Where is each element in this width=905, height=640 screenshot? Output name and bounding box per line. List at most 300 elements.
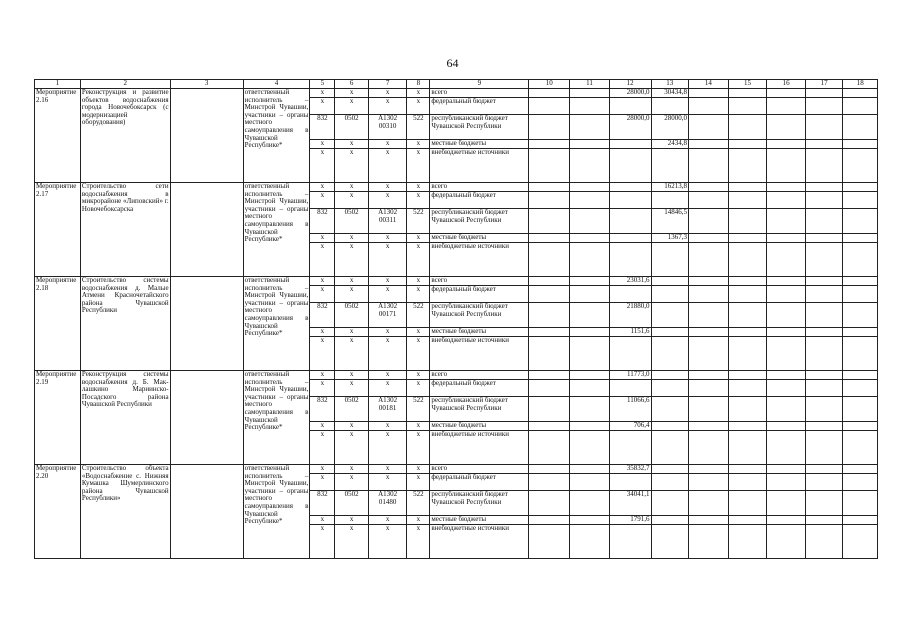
year-cell	[689, 328, 729, 337]
amount-col13	[651, 371, 689, 380]
year-cell	[570, 516, 610, 525]
year-cell	[570, 422, 610, 431]
header-cell: 1	[35, 80, 81, 89]
year-cell	[689, 474, 729, 491]
kbk-target: x	[368, 465, 407, 474]
year-cell	[689, 491, 729, 516]
empty-cell	[170, 89, 243, 183]
year-cell	[728, 209, 767, 234]
kbk-type: x	[407, 431, 430, 465]
year-cell	[767, 525, 806, 559]
kbk-type: x	[407, 89, 430, 98]
kbk-target: x	[368, 234, 407, 243]
year-cell	[529, 491, 570, 516]
amount-col12	[609, 149, 651, 183]
table-row	[35, 89, 878, 98]
year-cell	[529, 516, 570, 525]
year-cell	[689, 380, 729, 397]
year-cell	[570, 243, 610, 277]
year-cell	[767, 380, 806, 397]
amount-col12: 34041,1	[609, 491, 651, 516]
year-cell	[728, 149, 767, 183]
year-cell	[570, 337, 610, 371]
year-cell	[843, 183, 878, 192]
funding-source: всего	[430, 89, 529, 98]
amount-col12: 28000,0	[609, 89, 651, 98]
kbk-target: А1302 00181	[368, 397, 407, 422]
kbk-admin: x	[310, 516, 335, 525]
responsible-cell: ответственный исполнитель – Минстрой Чувашии, участники – органы местного самоуправления в Чувашской Республике*	[243, 277, 310, 371]
year-cell	[529, 474, 570, 491]
amount-col13: 2434,8	[651, 140, 689, 149]
year-cell	[570, 491, 610, 516]
funding-source: всего	[430, 277, 529, 286]
amount-col13	[651, 303, 689, 328]
year-cell	[529, 525, 570, 559]
kbk-target: x	[368, 525, 407, 559]
year-cell	[689, 397, 729, 422]
kbk-section: 0502	[335, 303, 368, 328]
year-cell	[767, 149, 806, 183]
funding-source: республиканский бюджет Чувашской Республики	[430, 491, 529, 516]
kbk-target: А1302 00171	[368, 303, 407, 328]
kbk-target: x	[368, 149, 407, 183]
year-cell	[767, 303, 806, 328]
year-cell	[767, 422, 806, 431]
year-cell	[570, 115, 610, 140]
year-cell	[570, 149, 610, 183]
year-cell	[805, 183, 843, 192]
kbk-type: x	[407, 286, 430, 303]
year-cell	[529, 286, 570, 303]
year-cell	[767, 234, 806, 243]
amount-col13	[651, 491, 689, 516]
kbk-type: x	[407, 422, 430, 431]
amount-col13	[651, 98, 689, 115]
amount-col13	[651, 380, 689, 397]
kbk-target: А1302 00310	[368, 115, 407, 140]
kbk-section: x	[335, 149, 368, 183]
year-cell	[570, 192, 610, 209]
year-cell	[529, 192, 570, 209]
year-cell	[843, 140, 878, 149]
kbk-type: x	[407, 183, 430, 192]
funding-source: местные бюджеты	[430, 422, 529, 431]
year-cell	[767, 371, 806, 380]
measure-name: Строительство системы водоснабжения д. Малые Атмени Красночетайского района Чувашской Республики	[80, 277, 170, 371]
funding-source: республиканский бюджет Чувашской Республики	[430, 209, 529, 234]
year-cell	[689, 422, 729, 431]
funding-source: внебюджетные источники	[430, 243, 529, 277]
funding-source: федеральный бюджет	[430, 380, 529, 397]
year-cell	[529, 234, 570, 243]
year-cell	[805, 328, 843, 337]
kbk-section: x	[335, 192, 368, 209]
kbk-admin: x	[310, 431, 335, 465]
kbk-admin: x	[310, 89, 335, 98]
amount-col12	[609, 525, 651, 559]
year-cell	[728, 277, 767, 286]
year-cell	[689, 209, 729, 234]
measure-name: Реконструкция и развитие объектов водоснабжения города Новочебоксарск (с модернизацией оборудования)	[80, 89, 170, 183]
year-cell	[843, 431, 878, 465]
year-cell	[805, 303, 843, 328]
year-cell	[843, 337, 878, 371]
header-cell: 13	[651, 80, 689, 89]
amount-col13: 16213,8	[651, 183, 689, 192]
year-cell	[570, 286, 610, 303]
table-row	[35, 465, 878, 474]
year-cell	[805, 371, 843, 380]
kbk-admin: x	[310, 380, 335, 397]
funding-source: местные бюджеты	[430, 140, 529, 149]
year-cell	[767, 183, 806, 192]
measure-id: Мероприятие 2.20	[35, 465, 81, 559]
year-cell	[843, 192, 878, 209]
year-cell	[570, 140, 610, 149]
funding-source: внебюджетные источники	[430, 525, 529, 559]
year-cell	[529, 140, 570, 149]
amount-col13	[651, 422, 689, 431]
year-cell	[689, 516, 729, 525]
year-cell	[728, 474, 767, 491]
amount-col13	[651, 431, 689, 465]
year-cell	[843, 89, 878, 98]
year-cell	[529, 431, 570, 465]
header-cell: 9	[430, 80, 529, 89]
year-cell	[728, 183, 767, 192]
year-cell	[529, 328, 570, 337]
year-cell	[570, 277, 610, 286]
year-cell	[728, 380, 767, 397]
year-cell	[767, 397, 806, 422]
year-cell	[843, 115, 878, 140]
measure-name: Реконструкция системы водоснабжения д. Б. Мак-лашкино Мариинско-Посадского района Чувашской Республики	[80, 371, 170, 465]
year-cell	[689, 98, 729, 115]
year-cell	[529, 337, 570, 371]
kbk-target: А1302 01480	[368, 491, 407, 516]
year-cell	[570, 234, 610, 243]
measure-id: Мероприятие 2.17	[35, 183, 81, 277]
kbk-target: x	[368, 422, 407, 431]
header-cell: 15	[728, 80, 767, 89]
kbk-admin: x	[310, 243, 335, 277]
kbk-admin: 832	[310, 209, 335, 234]
kbk-admin: x	[310, 149, 335, 183]
year-cell	[843, 328, 878, 337]
kbk-type: x	[407, 149, 430, 183]
year-cell	[570, 371, 610, 380]
year-cell	[728, 516, 767, 525]
kbk-section: 0502	[335, 209, 368, 234]
year-cell	[805, 277, 843, 286]
amount-col12	[609, 286, 651, 303]
year-cell	[805, 98, 843, 115]
kbk-section: 0502	[335, 397, 368, 422]
kbk-admin: x	[310, 286, 335, 303]
kbk-admin: x	[310, 328, 335, 337]
year-cell	[767, 491, 806, 516]
kbk-section: x	[335, 243, 368, 277]
responsible-cell: ответственный исполнитель – Минстрой Чувашии, участники – органы местного самоуправления в Чувашской Республике*	[243, 371, 310, 465]
year-cell	[843, 98, 878, 115]
amount-col12	[609, 380, 651, 397]
year-cell	[843, 286, 878, 303]
kbk-section: 0502	[335, 115, 368, 140]
kbk-type: x	[407, 380, 430, 397]
amount-col13	[651, 516, 689, 525]
amount-col12	[609, 243, 651, 277]
kbk-type: 522	[407, 209, 430, 234]
amount-col12	[609, 474, 651, 491]
year-cell	[805, 431, 843, 465]
header-cell: 17	[805, 80, 843, 89]
kbk-target: x	[368, 474, 407, 491]
year-cell	[728, 491, 767, 516]
header-cell: 18	[843, 80, 878, 89]
year-cell	[570, 209, 610, 234]
measure-id: Мероприятие 2.19	[35, 371, 81, 465]
year-cell	[843, 371, 878, 380]
year-cell	[843, 474, 878, 491]
kbk-admin: x	[310, 192, 335, 209]
kbk-admin: 832	[310, 397, 335, 422]
header-cell: 12	[609, 80, 651, 89]
year-cell	[529, 422, 570, 431]
year-cell	[689, 337, 729, 371]
funding-source: федеральный бюджет	[430, 192, 529, 209]
kbk-section: x	[335, 380, 368, 397]
measure-name: Строительство сети водоснабжения в микрорайоне «Липовский» г. Новочебоксарска	[80, 183, 170, 277]
year-cell	[570, 303, 610, 328]
header-cell: 16	[767, 80, 806, 89]
amount-col13	[651, 525, 689, 559]
funding-source: всего	[430, 371, 529, 380]
amount-col13	[651, 397, 689, 422]
kbk-type: x	[407, 234, 430, 243]
amount-col12	[609, 140, 651, 149]
kbk-section: x	[335, 431, 368, 465]
year-cell	[843, 380, 878, 397]
amount-col13	[651, 474, 689, 491]
year-cell	[529, 243, 570, 277]
funding-source: местные бюджеты	[430, 234, 529, 243]
year-cell	[767, 465, 806, 474]
kbk-type: x	[407, 474, 430, 491]
year-cell	[689, 192, 729, 209]
kbk-admin: x	[310, 371, 335, 380]
amount-col12	[609, 98, 651, 115]
measure-name: Строительство объекта «Водоснабжение с. Нижняя Кумашка Шумерлинского района Чувашской Республики»	[80, 465, 170, 559]
kbk-type: x	[407, 371, 430, 380]
year-cell	[767, 243, 806, 277]
budget-table	[34, 79, 878, 559]
year-cell	[529, 380, 570, 397]
amount-col12: 35832,7	[609, 465, 651, 474]
year-cell	[728, 397, 767, 422]
year-cell	[529, 115, 570, 140]
year-cell	[570, 474, 610, 491]
kbk-type: 522	[407, 303, 430, 328]
amount-col12: 1791,6	[609, 516, 651, 525]
year-cell	[805, 243, 843, 277]
year-cell	[689, 243, 729, 277]
funding-source: федеральный бюджет	[430, 474, 529, 491]
kbk-section: x	[335, 422, 368, 431]
year-cell	[689, 286, 729, 303]
year-cell	[843, 303, 878, 328]
year-cell	[767, 474, 806, 491]
year-cell	[728, 98, 767, 115]
year-cell	[529, 149, 570, 183]
year-cell	[767, 115, 806, 140]
year-cell	[805, 337, 843, 371]
header-cell: 3	[170, 80, 243, 89]
year-cell	[529, 98, 570, 115]
kbk-type: x	[407, 243, 430, 277]
year-cell	[529, 303, 570, 328]
amount-col12: 11773,0	[609, 371, 651, 380]
kbk-type: x	[407, 328, 430, 337]
funding-source: республиканский бюджет Чувашской Республики	[430, 303, 529, 328]
funding-source: республиканский бюджет Чувашской Республики	[430, 115, 529, 140]
kbk-admin: x	[310, 422, 335, 431]
year-cell	[843, 149, 878, 183]
amount-col13: 30434,8	[651, 89, 689, 98]
kbk-admin: x	[310, 183, 335, 192]
year-cell	[570, 183, 610, 192]
funding-source: местные бюджеты	[430, 516, 529, 525]
kbk-section: x	[335, 474, 368, 491]
year-cell	[805, 89, 843, 98]
year-cell	[843, 277, 878, 286]
year-cell	[728, 431, 767, 465]
year-cell	[689, 465, 729, 474]
kbk-target: x	[368, 183, 407, 192]
empty-cell	[170, 371, 243, 465]
funding-source: всего	[430, 183, 529, 192]
kbk-type: x	[407, 140, 430, 149]
year-cell	[767, 192, 806, 209]
kbk-section: x	[335, 89, 368, 98]
empty-cell	[170, 465, 243, 559]
kbk-section: x	[335, 140, 368, 149]
kbk-type: 522	[407, 491, 430, 516]
header-cell: 11	[570, 80, 610, 89]
year-cell	[767, 140, 806, 149]
year-cell	[570, 89, 610, 98]
measure-id: Мероприятие 2.18	[35, 277, 81, 371]
year-cell	[843, 234, 878, 243]
header-cell: 5	[310, 80, 335, 89]
kbk-admin: x	[310, 277, 335, 286]
year-cell	[728, 525, 767, 559]
year-cell	[689, 115, 729, 140]
amount-col12	[609, 192, 651, 209]
year-cell	[529, 397, 570, 422]
year-cell	[689, 303, 729, 328]
kbk-target: x	[368, 337, 407, 371]
amount-col12: 11066,6	[609, 397, 651, 422]
year-cell	[843, 209, 878, 234]
year-cell	[805, 149, 843, 183]
kbk-admin: x	[310, 465, 335, 474]
year-cell	[805, 474, 843, 491]
kbk-type: 522	[407, 397, 430, 422]
year-cell	[728, 140, 767, 149]
year-cell	[689, 277, 729, 286]
year-cell	[570, 397, 610, 422]
kbk-type: x	[407, 525, 430, 559]
kbk-admin: 832	[310, 303, 335, 328]
amount-col12: 28000,0	[609, 115, 651, 140]
kbk-target: x	[368, 98, 407, 115]
year-cell	[843, 422, 878, 431]
kbk-section: x	[335, 337, 368, 371]
year-cell	[843, 243, 878, 277]
kbk-admin: x	[310, 474, 335, 491]
funding-source: внебюджетные источники	[430, 337, 529, 371]
year-cell	[767, 209, 806, 234]
year-cell	[805, 465, 843, 474]
year-cell	[689, 149, 729, 183]
year-cell	[529, 183, 570, 192]
kbk-section: x	[335, 465, 368, 474]
amount-col13: 28000,0	[651, 115, 689, 140]
year-cell	[529, 277, 570, 286]
year-cell	[728, 286, 767, 303]
year-cell	[805, 234, 843, 243]
header-cell: 7	[368, 80, 407, 89]
year-cell	[570, 380, 610, 397]
year-cell	[689, 431, 729, 465]
year-cell	[689, 183, 729, 192]
year-cell	[728, 89, 767, 98]
kbk-section: x	[335, 371, 368, 380]
year-cell	[689, 140, 729, 149]
year-cell	[767, 431, 806, 465]
year-cell	[805, 397, 843, 422]
amount-col13	[651, 277, 689, 286]
year-cell	[805, 516, 843, 525]
year-cell	[843, 516, 878, 525]
kbk-section: x	[335, 98, 368, 115]
table-row	[35, 277, 878, 286]
responsible-cell: ответственный исполнитель – Минстрой Чувашии, участники – органы местного самоуправления в Чувашской Республике*	[243, 89, 310, 183]
year-cell	[767, 98, 806, 115]
amount-col12	[609, 337, 651, 371]
year-cell	[805, 422, 843, 431]
amount-col12: 23031,6	[609, 277, 651, 286]
amount-col13	[651, 465, 689, 474]
kbk-target: А1302 00311	[368, 209, 407, 234]
year-cell	[570, 525, 610, 559]
kbk-type: x	[407, 516, 430, 525]
kbk-target: x	[368, 277, 407, 286]
empty-cell	[170, 277, 243, 371]
amount-col13	[651, 192, 689, 209]
responsible-cell: ответственный исполнитель – Минстрой Чувашии, участники – органы местного самоуправления в Чувашской Республике*	[243, 465, 310, 559]
kbk-type: x	[407, 465, 430, 474]
kbk-admin: x	[310, 234, 335, 243]
year-cell	[570, 431, 610, 465]
amount-col12: 21880,0	[609, 303, 651, 328]
year-cell	[728, 115, 767, 140]
funding-source: всего	[430, 465, 529, 474]
year-cell	[843, 525, 878, 559]
amount-col12	[609, 431, 651, 465]
header-cell: 14	[689, 80, 729, 89]
